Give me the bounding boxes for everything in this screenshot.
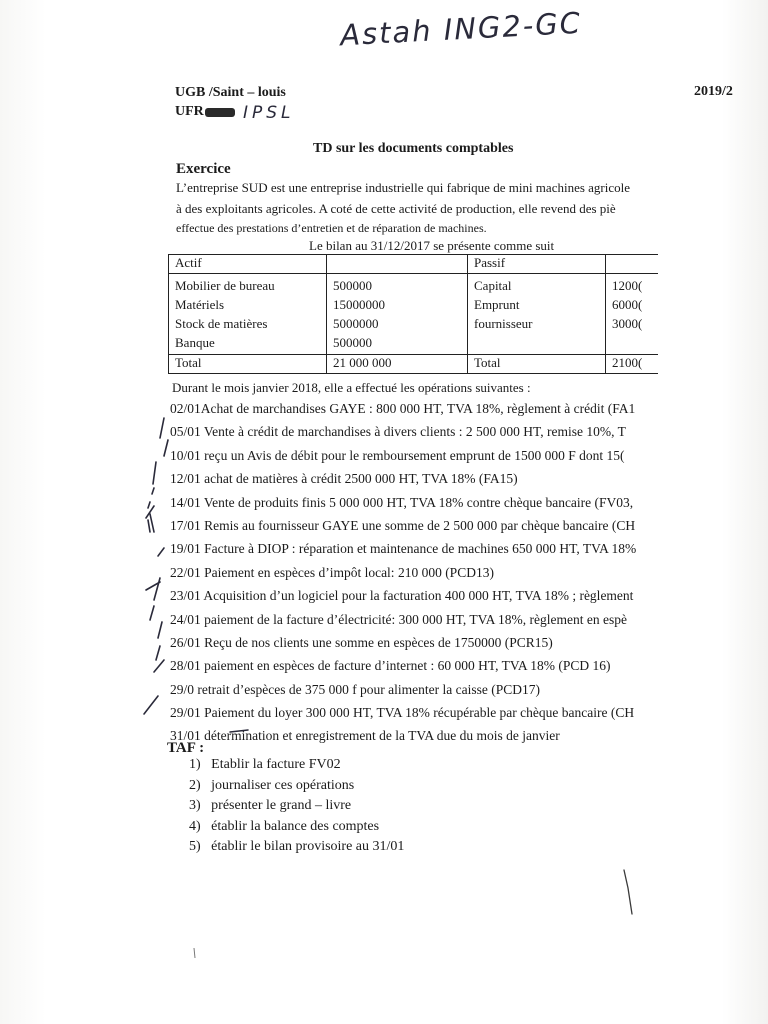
passif-values xyxy=(606,274,659,355)
actif-value: 5000000 xyxy=(333,316,379,331)
operations-intro: Durant le mois janvier 2018, elle a effectué les opérations suivantes : xyxy=(172,380,531,395)
passif-labels xyxy=(468,274,606,355)
bilan-caption: Le bilan au 31/12/2017 se présente comme suit xyxy=(309,238,555,253)
operation-item: 17/01 Remis au fournisseur GAYE une somme de 2 500 000 par chèque bancaire (CH xyxy=(170,517,636,533)
taf-item: 2) journaliser ces opérations xyxy=(189,777,355,793)
actif-label: Matériels xyxy=(175,297,225,312)
operation-item: 22/01 Paiement en espèces d’impôt local: 210 000 (PCD13) xyxy=(170,564,494,580)
document-title: TD sur les documents comptables xyxy=(313,141,514,156)
total-actif-label: Total xyxy=(169,355,327,374)
passif-value: 6000( xyxy=(612,297,643,312)
redaction-scribble xyxy=(205,108,235,117)
operation-item: 19/01 Facture à DIOP : réparation et maintenance de machines 650 000 HT, TVA 18% xyxy=(170,541,637,557)
operation-item: 29/01 Paiement du loyer 300 000 HT, TVA 18% récupérable par chèque bancaire (CH xyxy=(170,705,635,721)
operation-item: 29/0 retrait d’espèces de 375 000 f pour alimenter la caisse (PCD17) xyxy=(170,681,541,697)
intro-line-3: effectue des prestations d’entretien et de réparation de machines. xyxy=(176,221,487,235)
actif-label: Mobilier de bureau xyxy=(175,278,275,293)
actif-values xyxy=(327,274,468,355)
intro-line-2: à des exploitants agricoles. A coté de cette activité de production, elle revend des piè xyxy=(176,201,616,216)
ufr-handwritten: IPSL xyxy=(243,103,295,123)
passif-value: 3000( xyxy=(612,316,643,331)
operation-item: 12/01 achat de matières à crédit 2500 000 HT, TVA 18% (FA15) xyxy=(170,471,518,487)
passif-label: fournisseur xyxy=(474,316,533,331)
operations-list xyxy=(170,397,636,748)
balance-sheet-table xyxy=(168,254,658,374)
operation-item: 26/01 Reçu de nos clients une somme en espèces de 1750000 (PCR15) xyxy=(170,634,553,650)
actif-value: 15000000 xyxy=(333,297,385,312)
taf-item: 5) établir le bilan provisoire au 31/01 xyxy=(189,839,405,854)
total-actif-value: 21 000 000 xyxy=(327,355,468,374)
handwritten-title: Astah ING2-GC xyxy=(339,5,583,53)
operation-item: 02/01Achat de marchandises GAYE : 800 000 HT, TVA 18%, règlement à crédit (FA1 xyxy=(170,401,636,416)
passif-label: Capital xyxy=(474,278,512,293)
actif-value: 500000 xyxy=(333,278,372,293)
total-passif-label: Total xyxy=(468,355,606,374)
actif-header: Actif xyxy=(169,255,327,274)
operation-item: 24/01 paiement de la facture d’électricité: 300 000 HT, TVA 18%, règlement en espè xyxy=(170,611,627,627)
actif-label: Stock de matières xyxy=(175,316,268,331)
school-name: UGB /Saint – louis xyxy=(175,85,286,100)
operation-item: 05/01 Vente à crédit de marchandises à divers clients : 2 500 000 HT, remise 10%, T xyxy=(170,424,626,440)
taf-list xyxy=(189,755,404,858)
intro-line-1: L’entreprise SUD est une entreprise industrielle qui fabrique de mini machines agricole xyxy=(176,180,631,195)
small-pen-mark xyxy=(228,726,252,736)
margin-pen-marks xyxy=(140,410,180,720)
taf-item: 3) présenter le grand – livre xyxy=(189,798,352,813)
operation-item: 10/01 reçu un Avis de débit pour le remboursement emprunt de 1500 000 F dont 15( xyxy=(170,447,625,463)
actif-value: 500000 xyxy=(333,335,372,350)
operation-item: 31/01 détermination et enregistrement de la TVA due du mois de janvier xyxy=(170,728,560,744)
taf-item: 4) établir la balance des comptes xyxy=(189,818,380,834)
passif-value: 1200( xyxy=(612,278,643,293)
stray-dot-mark xyxy=(190,946,200,960)
operation-item: 23/01 Acquisition d’un logiciel pour la facturation 400 000 HT, TVA 18% ; règlement xyxy=(170,588,634,604)
passif-label: Emprunt xyxy=(474,297,520,312)
actif-label: Banque xyxy=(175,335,215,350)
operation-item: 14/01 Vente de produits finis 5 000 000 HT, TVA 18% contre chèque bancaire (FV03, xyxy=(170,494,634,510)
total-passif-value: 2100( xyxy=(606,355,659,374)
taf-heading: TAF : xyxy=(167,740,205,756)
operation-item: 28/01 paiement en espèces de facture d’internet : 60 000 HT, TVA 18% (PCD 16) xyxy=(170,658,611,674)
academic-year: 2019/2 xyxy=(694,84,733,99)
passif-header: Passif xyxy=(468,255,606,274)
taf-item: 1) Etablir la facture FV02 xyxy=(189,757,341,772)
stray-pen-stroke xyxy=(620,868,640,918)
actif-labels xyxy=(169,274,327,355)
exercise-heading: Exercice xyxy=(176,161,231,177)
ufr-label: UFR xyxy=(175,104,204,119)
